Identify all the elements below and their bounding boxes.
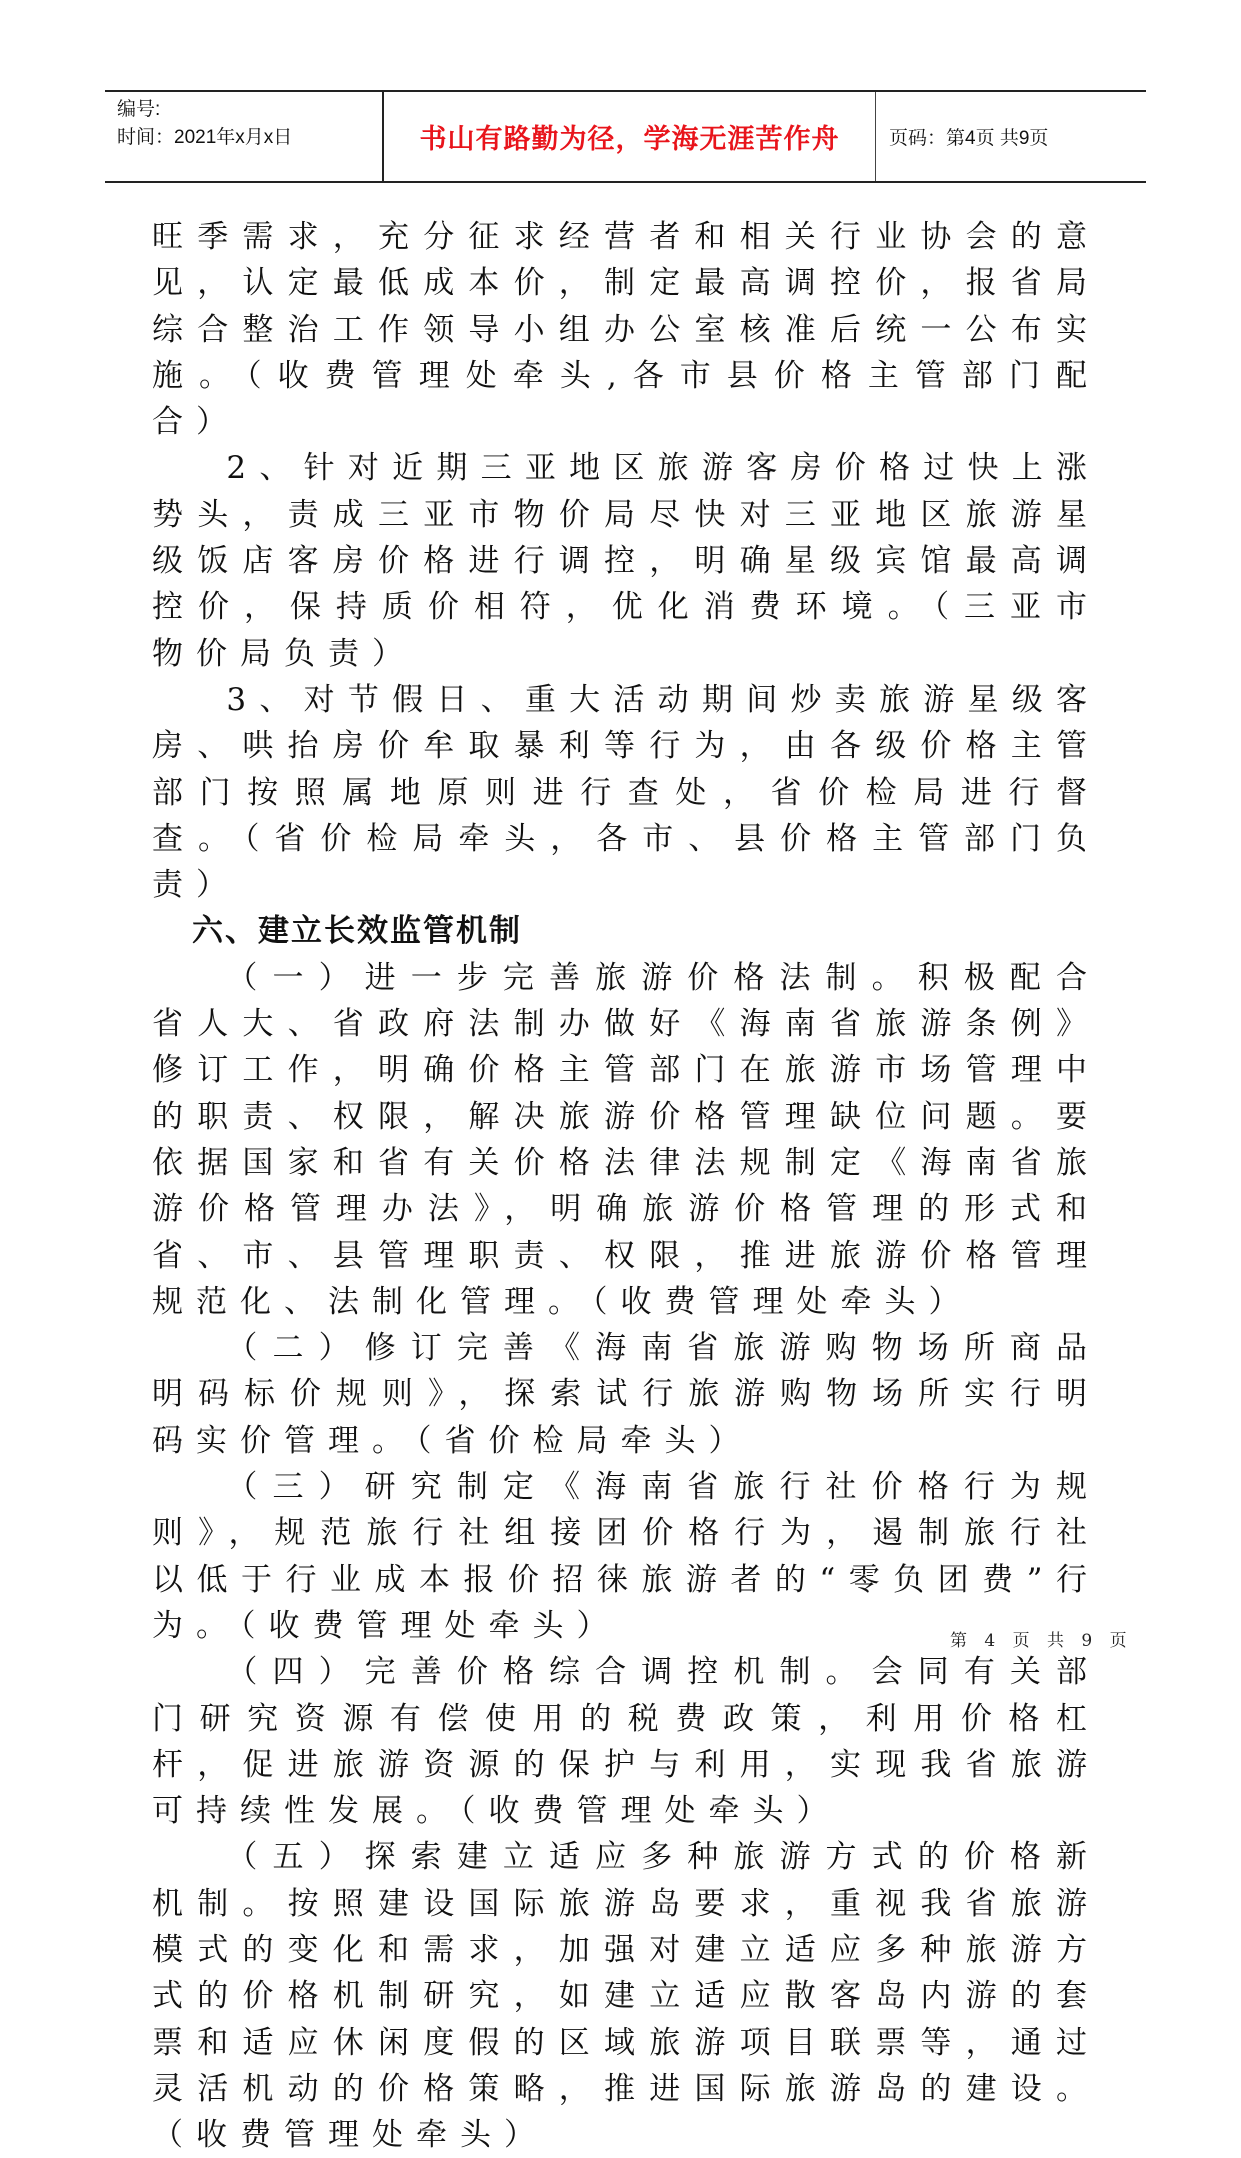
document-time: 时间：2021年x月x日	[117, 127, 293, 148]
page-footer: 第 4 页 共 9 页	[950, 1631, 1133, 1651]
paragraph: 3、对节假日、重大活动期间炒卖旅游星级客房、哄抬房价牟取暴利等行为，由各级价格主管部门按照属地原则进行查处，省价检局进行督查。（省价检局牵头，各市、县价格主管部门负责）	[152, 681, 1100, 904]
header-meta	[105, 92, 384, 181]
paragraph: （一）进一步完善旅游价格法制。积极配合省人大、省政府法制办做好《海南省旅游条例》修订工作，明确价格主管部门在旅游市场管理中的职责、权限，解决旅游价格管理缺位问题。要依据国家和省有关价格法律法规制定《海南省旅游价格管理办法》，明确旅游价格管理的形式和省、市、县管理职责、权限，推进旅游价格管理规范化、法制化管理。（收费管理处牵头）	[152, 959, 1100, 1320]
document-body	[152, 214, 1100, 2158]
paragraph: （二）修订完善《海南省旅游购物场所商品明码标价规则》，探索试行旅游购物场所实行明码实价管理。（省价检局牵头）	[152, 1330, 1100, 1459]
paragraph: 2、针对近期三亚地区旅游客房价格过快上涨势头，责成三亚市物价局尽快对三亚地区旅游星级饭店客房价格进行调控，明确星级宾馆最高调控价，保持质价相符，优化消费环境。（三亚市物价局负责）	[152, 450, 1100, 672]
paragraph: （三）研究制定《海南省旅行社价格行为规则》，规范旅行社组接团价格行为，遏制旅行社以低于行业成本报价招徕旅游者的“零负团费”行为。（收费管理处牵头）	[152, 1469, 1100, 1644]
paragraph: （四）完善价格综合调控机制。会同有关部门研究资源有偿使用的税费政策，利用价格杠杆，促进旅游资源的保护与利用，实现我省旅游可持续性发展。（收费管理处牵头）	[152, 1654, 1100, 1830]
document-number: 编号:	[117, 99, 161, 120]
header-motto: 书山有路勤为径，学海无涯苦作舟	[384, 92, 876, 181]
paragraph: 旺季需求，充分征求经营者和相关行业协会的意见，认定最低成本价，制定最高调控价，报省局综合整治工作领导小组办公室核准后统一公布实施。（收费管理处牵头,各市县价格主管部门配合）	[152, 219, 1100, 441]
header-page-number: 页码：第4页 共9页	[889, 128, 1049, 149]
paragraph: （五）探索建立适应多种旅游方式的价格新机制。按照建设国际旅游岛要求，重视我省旅游模式的变化和需求，加强对建立适应多种旅游方式的价格机制研究，如建立适应散客岛内游的套票和适应休闲度假的区域旅游项目联票等，通过灵活机动的价格策略，推进国际旅游岛的建设。（收费管理处牵头）	[152, 1839, 1100, 2154]
section-heading: 六、建立长效监管机制	[192, 913, 522, 950]
page-header	[105, 90, 1146, 183]
